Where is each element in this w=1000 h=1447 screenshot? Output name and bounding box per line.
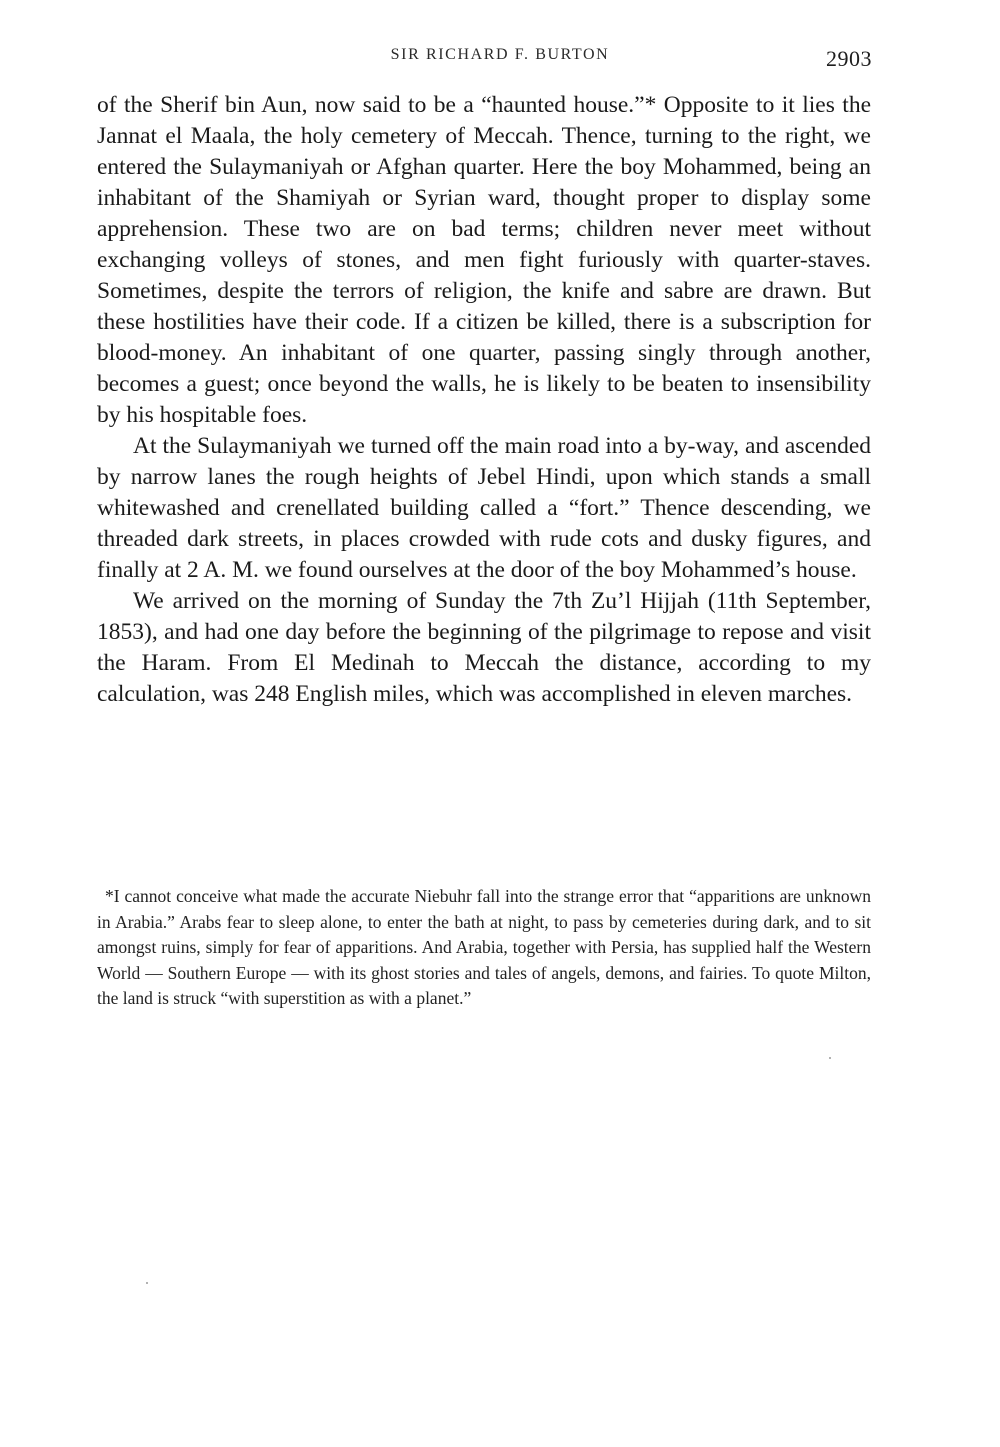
page-number: 2903: [826, 46, 872, 71]
running-header: [0, 44, 1000, 74]
footnote-text: *I cannot conceive what made the accurate Niebuhr fall into the strange error that “apparitions are unknown in Arabia.” Arabs fear to sleep alone, to enter the bath at night, to pass by cemeteries during dark, and to sit amongst ruins, simply for fear of apparitions. And Arabia, together with Persia, has supplied half the Western World — Southern Europe — with its ghost stories and tales of angels, demons, and fairies. To quote Milton, the land is struck “with superstition as with a planet.”: [97, 886, 871, 1008]
running-title: SIR RICHARD F. BURTON: [390, 46, 610, 63]
paragraph-3: We arrived on the morning of Sunday the 7th Zu’l Hijjah (11th September, 1853), and had one day before the beginning of the pilgrimage to repose and visit the Haram. From El Medinah to Meccah the distance, according to my calculation, was 248 English miles, which was accomplished in eleven marches.: [97, 588, 871, 707]
paragraph-2: At the Sulaymaniyah we turned off the main road into a by-way, and ascended by narrow lanes the rough heights of Jebel Hindi, upon which stands a small whitewashed and crenellated building called a “fort.” Thence descending, we threaded dark streets, in places crowded with rude cots and dusky figures, and finally at 2 A. M. we found ourselves at the door of the boy Mohammed’s house.: [97, 433, 871, 583]
paragraph-1: of the Sherif bin Aun, now said to be a “haunted house.”* Opposite to it lies the Jannat el Maala, the holy cemetery of Meccah. Thence, turning to the right, we entered the Sulaymaniyah or Afghan quarter. Here the boy Mohammed, being an inhabitant of the Shamiyah or Syrian ward, thought proper to display some apprehension. These two are on bad terms; children never meet without exchanging volleys of stones, and men fight furiously with quarter-staves. Sometimes, despite the terrors of religion, the knife and sabre are drawn. But these hostilities have their code. If a citizen be killed, there is a subscription for blood-money. An inhabitant of one quarter, passing singly through another, becomes a guest; once beyond the walls, he is likely to be beaten to insensibility by his hospitable foes.: [97, 92, 871, 428]
main-text: [97, 90, 871, 710]
page-speck: [829, 1057, 831, 1059]
footnote: [97, 884, 871, 1012]
page-speck: [146, 1282, 148, 1284]
